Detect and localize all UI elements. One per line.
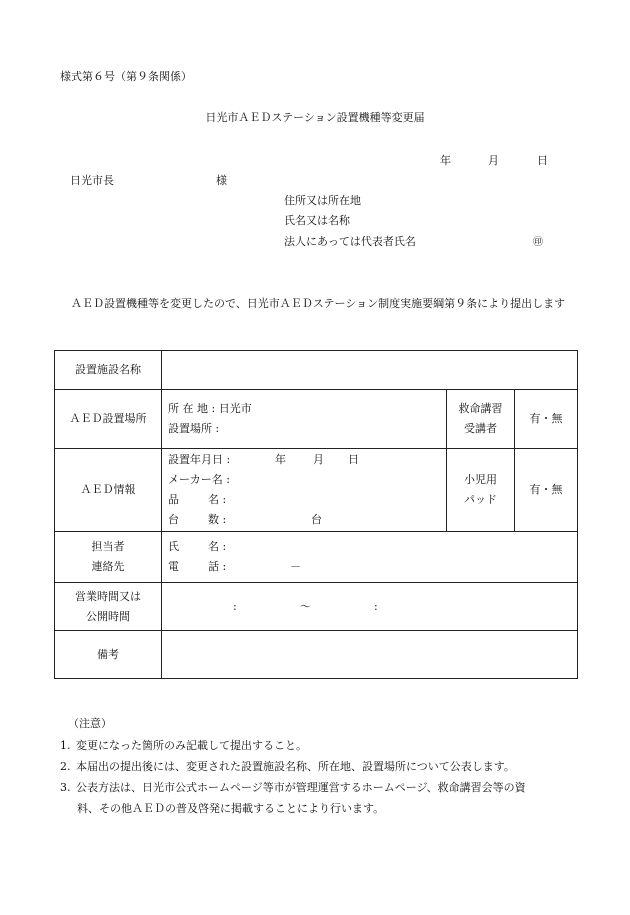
note-text: 変更になった箇所のみ記載して提出すること。 bbox=[76, 739, 307, 752]
hours-label-line1: 営業時間又は bbox=[75, 589, 141, 603]
pad-label-line2: パッド bbox=[464, 493, 497, 506]
product-label-a: 品 bbox=[168, 493, 179, 506]
note-number: 1. bbox=[60, 739, 71, 752]
note-item bbox=[60, 779, 526, 795]
contact-label-line2: 連絡先 bbox=[91, 560, 125, 573]
contact-row bbox=[55, 532, 578, 583]
body-text: ＡＥＤ設置機種等を変更したので、日光市ＡＥＤステーション制度実施要綱第９条により提出します bbox=[60, 297, 566, 310]
person-label-a: 氏 bbox=[168, 540, 179, 553]
contact-label-line1: 担当者 bbox=[91, 540, 125, 553]
note-text: 公表方法は、日光市公式ホームページ等市が管理運営するホームページ、救命講習会等の資 bbox=[76, 781, 526, 794]
aed-change-form-table bbox=[54, 350, 578, 679]
hours-colon-end: : bbox=[374, 599, 378, 613]
phone-label-a: 電 bbox=[168, 560, 179, 573]
date-year-label: 年 bbox=[440, 154, 451, 167]
maker-label: メーカー名 : bbox=[168, 473, 230, 486]
install-date-label: 設置年月日 : bbox=[168, 453, 231, 466]
note-continuation: 料、その他ＡＥＤの普及啓発に掲載することにより行います。 bbox=[77, 802, 385, 815]
applicant-representative-label: 法人にあっては代表者氏名 bbox=[284, 235, 416, 248]
remarks-row bbox=[55, 631, 578, 679]
training-label-cell bbox=[447, 390, 515, 449]
location-place: 設置場所 : bbox=[168, 422, 220, 435]
pad-label-line1: 小児用 bbox=[464, 473, 497, 486]
install-year-label: 年 bbox=[275, 453, 286, 466]
applicant-address-label: 住所又は所在地 bbox=[284, 194, 361, 207]
applicant-name-label: 氏名又は名称 bbox=[284, 214, 350, 227]
facility-name-label: 設置施設名称 bbox=[55, 351, 162, 390]
note-item bbox=[60, 758, 515, 774]
product-label-b: 名 : bbox=[208, 493, 227, 506]
addressee-name: 日光市長 bbox=[70, 174, 114, 187]
install-month-label: 月 bbox=[313, 453, 324, 466]
note-text: 本届出の提出後には、変更された設置施設名称、所在地、設置場所について公表します。 bbox=[76, 760, 515, 773]
location-row bbox=[55, 390, 578, 449]
install-day-label: 日 bbox=[348, 453, 359, 466]
date-day-label: 日 bbox=[537, 154, 548, 167]
aed-info-label: ＡＥＤ情報 bbox=[55, 449, 162, 532]
facility-name-field[interactable] bbox=[162, 351, 578, 390]
hours-label-cell bbox=[55, 583, 162, 631]
notes-heading: （注意） bbox=[68, 717, 112, 730]
count-label-a: 台 bbox=[168, 513, 179, 526]
hours-label-line2: 公開時間 bbox=[86, 609, 130, 623]
note-item bbox=[60, 737, 307, 753]
person-label-b: 名 : bbox=[208, 540, 227, 553]
note-number: 2. bbox=[60, 760, 71, 773]
contact-label-cell bbox=[55, 532, 162, 583]
seal-mark: ㊞ bbox=[533, 237, 543, 248]
remarks-label: 備考 bbox=[55, 631, 162, 679]
note-number: 3. bbox=[60, 781, 71, 794]
pad-label-cell bbox=[447, 449, 515, 532]
training-choice[interactable]: 有・無 bbox=[515, 390, 578, 449]
count-label-b: 数 : bbox=[208, 513, 227, 526]
addressee-honorific: 様 bbox=[216, 174, 227, 187]
location-address: 所 在 地 : 日光市 bbox=[168, 402, 252, 415]
phone-label-b: 話 : bbox=[208, 560, 227, 573]
location-label: ＡＥＤ設置場所 bbox=[55, 390, 162, 449]
aed-info-row bbox=[55, 449, 578, 532]
pad-choice[interactable]: 有・無 bbox=[515, 449, 578, 532]
hours-colon-start: : bbox=[233, 599, 237, 613]
count-unit: 台 bbox=[311, 513, 322, 526]
hours-row bbox=[55, 583, 578, 631]
phone-dash: － bbox=[290, 560, 301, 573]
document-title: 日光市ＡＥＤステーション設置機種等変更届 bbox=[205, 111, 425, 124]
contact-field[interactable] bbox=[162, 532, 578, 583]
aed-info-field[interactable] bbox=[162, 449, 447, 532]
date-month-label: 月 bbox=[488, 154, 499, 167]
form-number: 様式第６号（第９条関係） bbox=[60, 70, 192, 83]
location-field[interactable] bbox=[162, 390, 447, 449]
hours-tilde: ～ bbox=[300, 599, 311, 613]
hours-field[interactable] bbox=[162, 583, 578, 631]
training-label-line2: 受講者 bbox=[464, 422, 497, 435]
remarks-field[interactable] bbox=[162, 631, 578, 679]
training-label-line1: 救命講習 bbox=[458, 402, 503, 415]
facility-name-row bbox=[55, 351, 578, 390]
